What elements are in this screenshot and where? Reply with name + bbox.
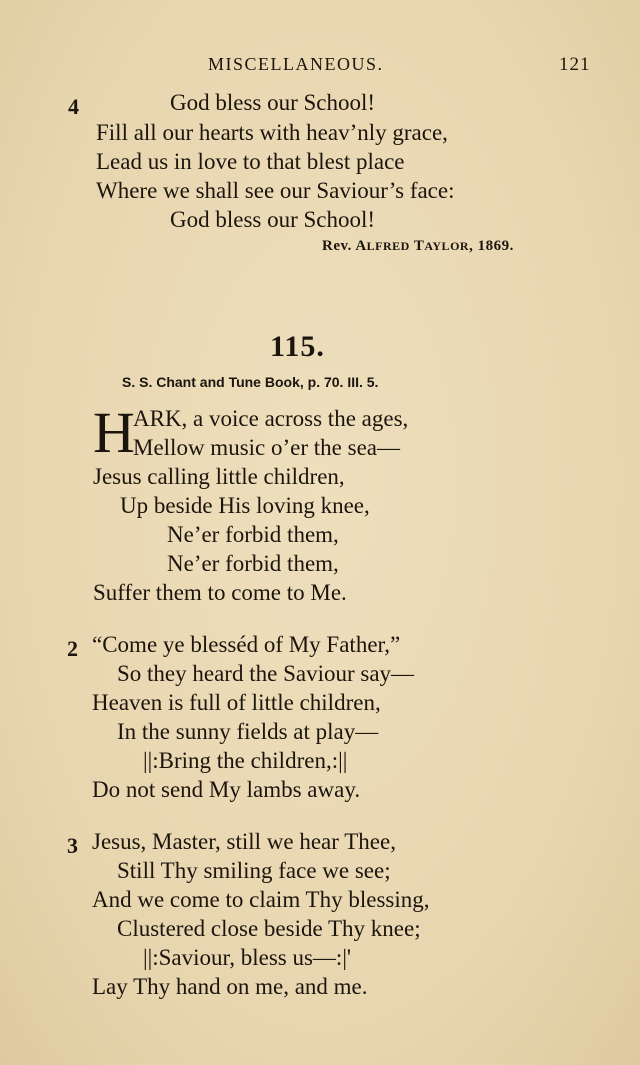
verse-line: ||:Bring the children,:|| — [143, 748, 348, 773]
verse-line: Where we shall see our Saviour’s face: — [96, 178, 455, 203]
verse-number: 4 — [68, 94, 79, 119]
hymn-number: 115. — [270, 330, 325, 363]
page-number: 121 — [559, 54, 591, 75]
verse-line: God bless our School! — [170, 207, 376, 232]
verse-line: Jesus, Master, still we hear Thee, — [92, 829, 396, 854]
verse-line: Still Thy smiling face we see; — [117, 858, 391, 883]
verse-line: Do not send My lambs away. — [92, 777, 361, 802]
verse-line: Heaven is full of little children, — [92, 690, 381, 715]
author-attribution: Rev. ALFRED TAYLOR, 1869. — [322, 238, 514, 254]
verse-line: And we come to claim Thy blessing, — [92, 887, 430, 912]
verse-line: Clustered close beside Thy knee; — [117, 916, 421, 941]
verse-number: 2 — [67, 636, 78, 661]
verse-line: God bless our School! — [170, 90, 376, 115]
running-header: MISCELLANEOUS. — [208, 54, 384, 74]
verse-line: Jesus calling little children, — [93, 464, 345, 489]
verse-line: Up beside His loving knee, — [120, 493, 370, 518]
verse-line: Suffer them to come to Me. — [93, 580, 347, 605]
verse-number: 3 — [67, 833, 78, 858]
verse-line: “Come ye blesséd of My Father,” — [92, 632, 401, 657]
verse-line: So they heard the Saviour say— — [117, 661, 415, 686]
verse-line: Mellow music o’er the sea— — [133, 435, 400, 460]
verse-line: Ne’er forbid them, — [167, 551, 339, 576]
drop-cap: H — [93, 400, 135, 465]
tune-reference: S. S. Chant and Tune Book, p. 70. III. 5. — [122, 374, 379, 390]
verse-line: Fill all our hearts with heav’nly grace, — [96, 120, 448, 145]
verse-line: In the sunny fields at play— — [117, 719, 379, 744]
verse-line: ARK, a voice across the ages, — [133, 406, 409, 431]
verse-line: Ne’er forbid them, — [167, 522, 339, 547]
verse-line: ||:Saviour, bless us—:|' — [143, 945, 352, 970]
verse-line: Lead us in love to that blest place — [96, 149, 405, 174]
verse-line: Lay Thy hand on me, and me. — [92, 974, 368, 999]
